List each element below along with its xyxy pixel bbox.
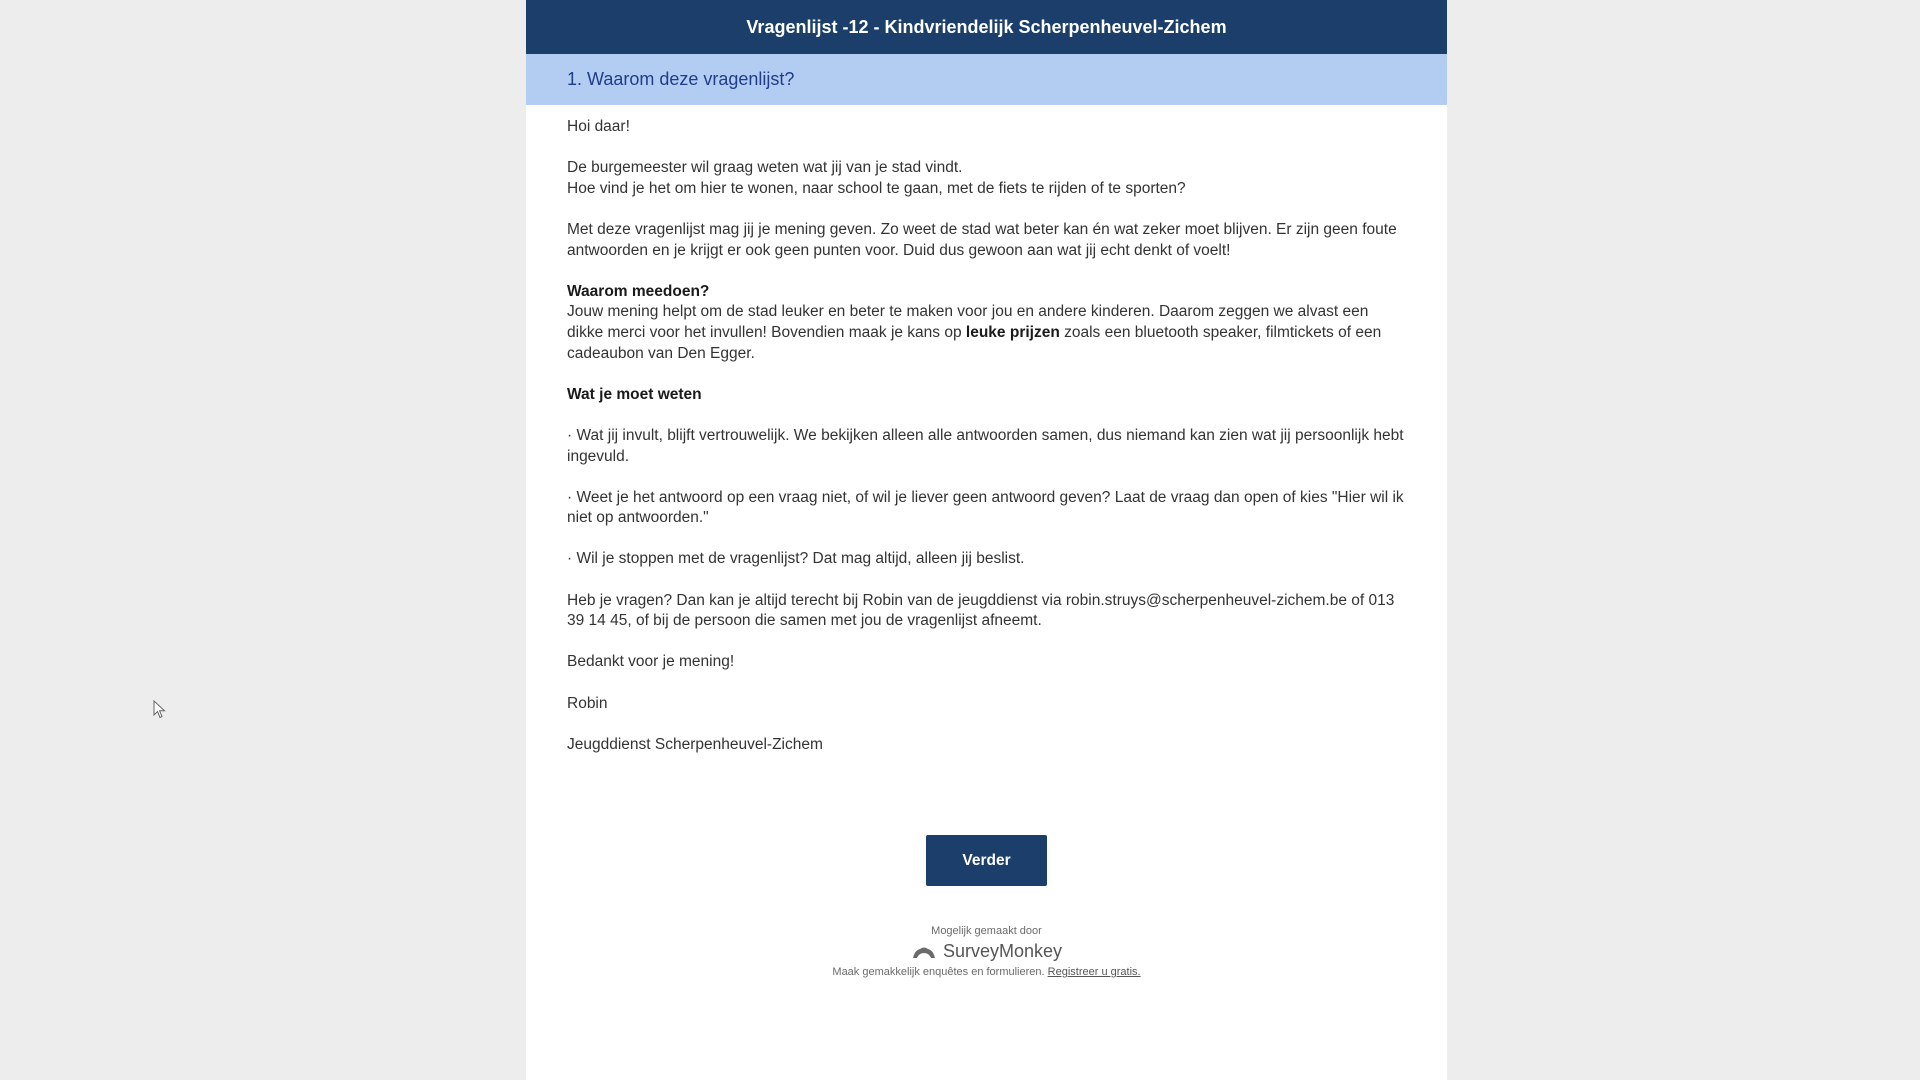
know-heading: Wat je moet weten <box>567 385 702 403</box>
surveymonkey-icon <box>911 944 937 960</box>
tagline-text: Maak gemakkelijk enquêtes en formulieren. <box>832 966 1045 978</box>
brand-name: SurveyMonkey <box>942 941 1063 961</box>
why-text-pre: Jouw mening helpt om de stad leuker en beter te maken voor jou en andere kinderen. Daarom zeggen we alvast een dikke merci voor het invullen! Bovendien maak je kans op <box>567 303 1369 341</box>
prizes-highlight: leuke prijzen <box>965 323 1060 341</box>
next-button[interactable]: Verder <box>926 835 1047 886</box>
surveymonkey-logo[interactable] <box>526 941 1447 962</box>
survey-title: Vragenlijst -12 - Kindvriendelijk Scherpenheuvel-Zichem <box>746 16 1227 37</box>
bullet-confidential: · Wat jij invult, blijft vertrouwelijk. We bekijken alleen alle antwoorden samen, dus niemand kan zien wat jij persoonlijk hebt ingevuld. <box>567 426 1404 465</box>
intro-paragraph-2: Met deze vragenlijst mag jij je mening geven. Zo weet de stad wat beter kan én wat zeker moet blijven. Er zijn geen foute antwoorden en je krijgt er ook geen punten voor. Duid dus gewoon aan wat jij echt denkt of voelt! <box>567 220 1397 259</box>
why-heading: Waarom meedoen? <box>567 282 710 300</box>
section-header <box>526 54 1447 105</box>
powered-by-label: Mogelijk gemaakt door <box>931 925 1042 937</box>
greeting: Hoi daar! <box>567 118 630 135</box>
section-title: 1. Waarom deze vragenlijst? <box>567 69 795 89</box>
mouse-cursor-icon <box>153 700 167 720</box>
survey-page <box>526 0 1447 1080</box>
intro-paragraph <box>567 158 1406 199</box>
intro-line-2: Hoe vind je het om hier te wonen, naar school te gaan, met de fiets te rijden of te sporten? <box>567 179 1186 197</box>
footer-tagline <box>526 966 1447 978</box>
bullet-skip: · Weet je het antwoord op een vraag niet, of wil je liever geen antwoord geven? Laat de vraag dan open of kies "Hier wil ik niet op antwoorden." <box>567 488 1404 527</box>
bullet-stop: · Wil je stoppen met de vragenlijst? Dat mag altijd, alleen jij beslist. <box>567 550 1025 568</box>
nav-buttons <box>526 835 1447 886</box>
why-paragraph <box>567 282 1406 364</box>
thanks: Bedankt voor je mening! <box>567 653 735 671</box>
intro-text <box>526 105 1447 755</box>
survey-title-bar <box>526 0 1447 54</box>
signup-link[interactable]: Registreer u gratis. <box>1047 966 1141 978</box>
why-text-post: zoals een bluetooth speaker, filmtickets of een cadeaubon van Den Egger. <box>567 323 1382 362</box>
intro-line-1: De burgemeester wil graag weten wat jij van je stad vindt. <box>567 159 963 177</box>
signature-org: Jeugddienst Scherpenheuvel-Zichem <box>567 735 823 753</box>
contact-paragraph: Heb je vragen? Dan kan je altijd terecht bij Robin van de jeugddienst via robin.struys@scherpenheuvel-zichem.be of 013 39 14 45, of bij de persoon die samen met jou de vragenlijst afneemt. <box>567 591 1395 630</box>
signature-name: Robin <box>567 694 608 712</box>
survey-footer <box>526 925 1447 978</box>
